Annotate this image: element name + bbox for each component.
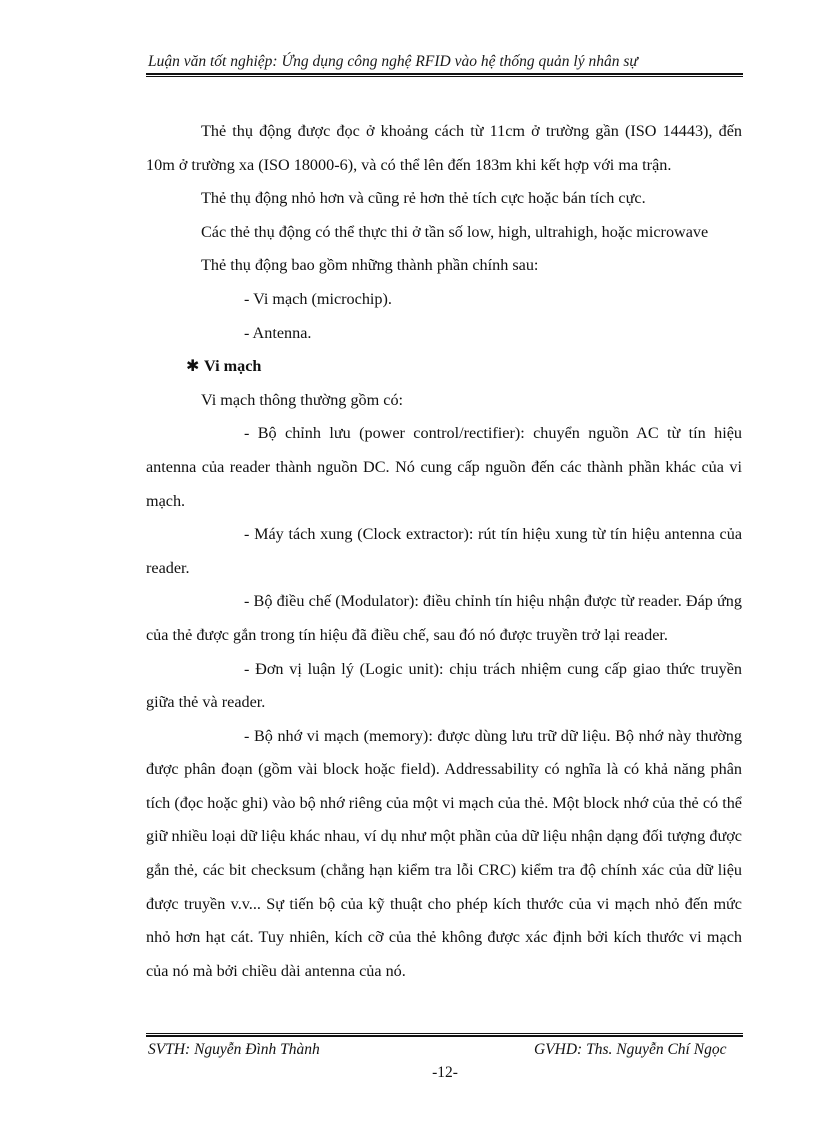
- page-header-title: Luận văn tốt nghiệp: Ứng dụng công nghệ RFID vào hệ thống quản lý nhân sự: [148, 53, 638, 70]
- list-item-memory: - Bộ nhớ vi mạch (memory): được dùng lưu trữ dữ liệu. Bộ nhớ này thường được phân đoạn (gồm vài block hoặc field). Addressability có nghĩa là có khả năng phân tích (đọc hoặc ghi) vào bộ nhớ riêng của một vi mạch của thẻ. Một block nhớ của thẻ có thể giữ nhiều loại dữ liệu khác nhau, ví dụ như một phần của dữ liệu nhận dạng đối tượng được gắn thẻ, các bit checksum (chẳng hạn kiểm tra lỗi CRC) kiểm tra độ chính xác của dữ liệu được truyền v.v... Sự tiến bộ của kỹ thuật cho phép kích thước của vi mạch nhỏ đến mức nhỏ hơn hạt cát. Tuy nhiên, kích cỡ của thẻ không được xác định bởi kích thước vi mạch của nó mà bởi chiều dài antenna của nó.: [146, 726, 742, 980]
- paragraph-size-cost: Thẻ thụ động nhỏ hơn và cũng rẻ hơn thẻ tích cực hoặc bán tích cực.: [201, 189, 646, 208]
- list-item-microchip: - Vi mạch (microchip).: [244, 289, 392, 308]
- paragraph-read-range: Thẻ thụ động được đọc ở khoảng cách từ 11cm ở trường gần (ISO 14443), đến 10m ở trường xa (ISO 18000-6), và có thể lên đến 183m khi kết hợp với ma trận.: [146, 122, 742, 174]
- page-number: -12-: [432, 1064, 458, 1081]
- footer-advisor: GVHD: Ths. Nguyễn Chí Ngọc: [534, 1041, 727, 1058]
- paragraph-frequencies: Các thẻ thụ động có thể thực thi ở tần số low, high, ultrahigh, hoặc microwave: [201, 222, 709, 241]
- section-heading: [146, 350, 742, 384]
- star-bullet-icon: ✱: [186, 357, 200, 376]
- list-item-clock-extractor: - Máy tách xung (Clock extractor): rút tín hiệu xung từ tín hiệu antenna của reader.: [146, 525, 742, 577]
- footer-rule: [146, 1033, 743, 1037]
- section-heading-text: Vi mạch: [204, 357, 262, 376]
- list-item-antenna: - Antenna.: [244, 323, 312, 342]
- paragraph-components-intro: Thẻ thụ động bao gồm những thành phần chính sau:: [201, 256, 539, 275]
- list-item-modulator: - Bộ điều chế (Modulator): điều chỉnh tín hiệu nhận được từ reader. Đáp ứng của thẻ được gắn trong tín hiệu đã điều chế, sau đó nó được truyền trở lại reader.: [146, 592, 742, 644]
- list-item-logic-unit: - Đơn vị luận lý (Logic unit): chịu trách nhiệm cung cấp giao thức truyền giữa thẻ và reader.: [146, 659, 742, 712]
- header-rule: [146, 73, 743, 77]
- paragraph-chip-intro: Vi mạch thông thường gồm có:: [201, 390, 404, 409]
- list-item-rectifier: - Bộ chỉnh lưu (power control/rectifier): chuyển nguồn AC từ tín hiệu antenna của reader thành nguồn DC. Nó cung cấp nguồn đến các thành phần khác của vi mạch.: [146, 424, 742, 510]
- footer-student: SVTH: Nguyễn Đình Thành: [148, 1041, 320, 1058]
- page-body: [146, 115, 742, 988]
